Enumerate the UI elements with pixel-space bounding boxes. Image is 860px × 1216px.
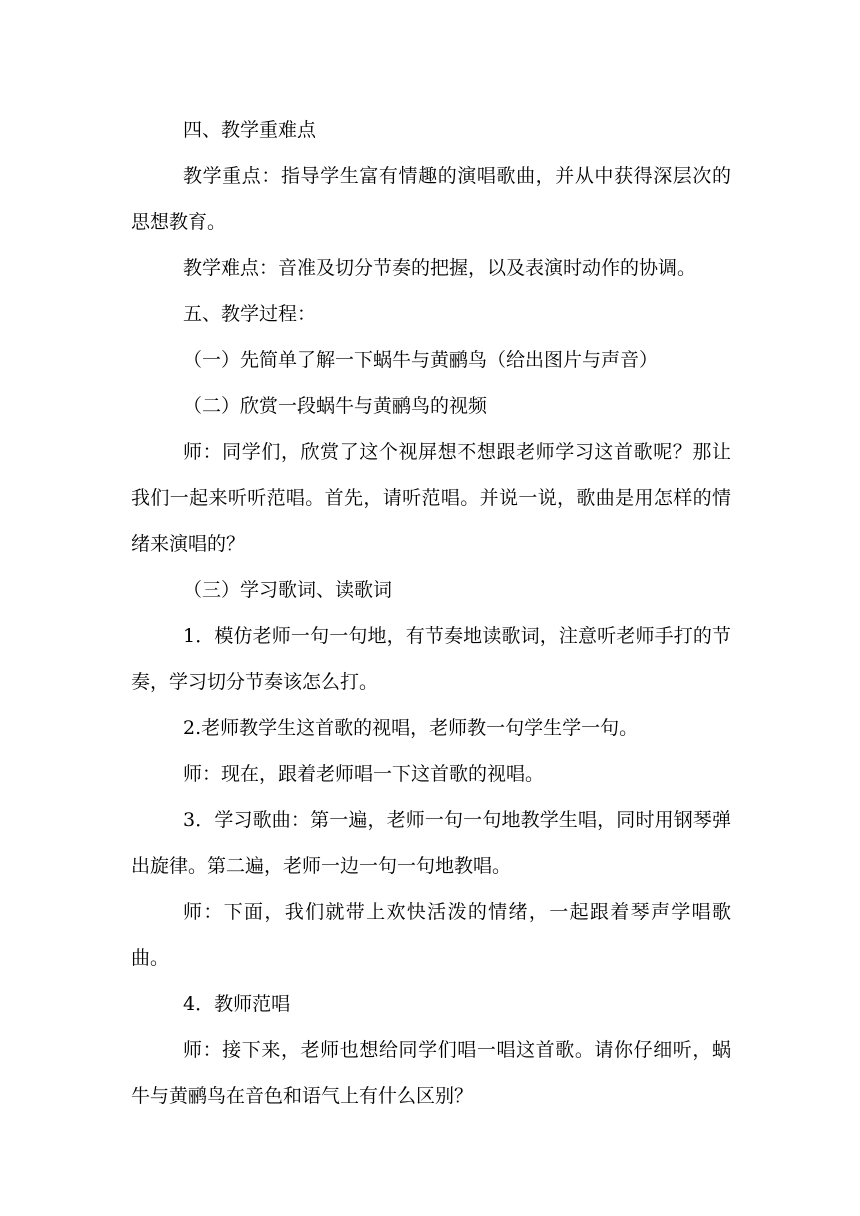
- paragraph-teacher-demo: 师：接下来，老师也想给同学们唱一唱这首歌。请你仔细听，蜗牛与黄鹂鸟在音色和语气上有什么区别？: [131, 1039, 731, 1107]
- paragraph-teaching-focus: 教学重点：指导学生富有情趣的演唱歌曲，并从中获得深层次的思想教育。: [131, 165, 731, 233]
- paragraph-teacher-intro: 师：同学们，欣赏了这个视屏想不想跟老师学习这首歌呢？那让我们一起来听听范唱。首先，请听范唱。并说一说，歌曲是用怎样的情绪来演唱的？: [131, 441, 731, 555]
- paragraph-item-three: 3．学习歌曲：第一遍，老师一句一句地教学生唱，同时用钢琴弹出旋律。第二遍，老师一边一句一句地教唱。: [131, 809, 731, 877]
- paragraph-step-one: （一）先简单了解一下蜗牛与黄鹂鸟（给出图片与声音）: [183, 349, 659, 371]
- paragraph-teacher-lively: 师：下面，我们就带上欢快活泼的情绪，一起跟着琴声学唱歌曲。: [131, 901, 731, 969]
- paragraph-item-four: 4．教师范唱: [183, 993, 291, 1015]
- section-heading-key-points: 四、教学重难点: [183, 119, 317, 141]
- paragraph-step-three: （三）学习歌词、读歌词: [183, 579, 393, 601]
- paragraph-item-one: 1．模仿老师一句一句地，有节奏地读歌词，注意听老师手打的节奏，学习切分节奏该怎么打。: [131, 625, 731, 693]
- section-heading-process: 五、教学过程：: [183, 303, 317, 325]
- paragraph-step-two: （二）欣赏一段蜗牛与黄鹂鸟的视频: [183, 395, 488, 417]
- paragraph-teaching-difficulty: 教学难点：音准及切分节奏的把握，以及表演时动作的协调。: [183, 257, 697, 279]
- document-body: [131, 107, 731, 1119]
- paragraph-teacher-sight-singing: 师：现在，跟着老师唱一下这首歌的视唱。: [183, 763, 545, 785]
- paragraph-item-two: 2.老师教学生这首歌的视唱，老师教一句学生学一句。: [183, 717, 639, 739]
